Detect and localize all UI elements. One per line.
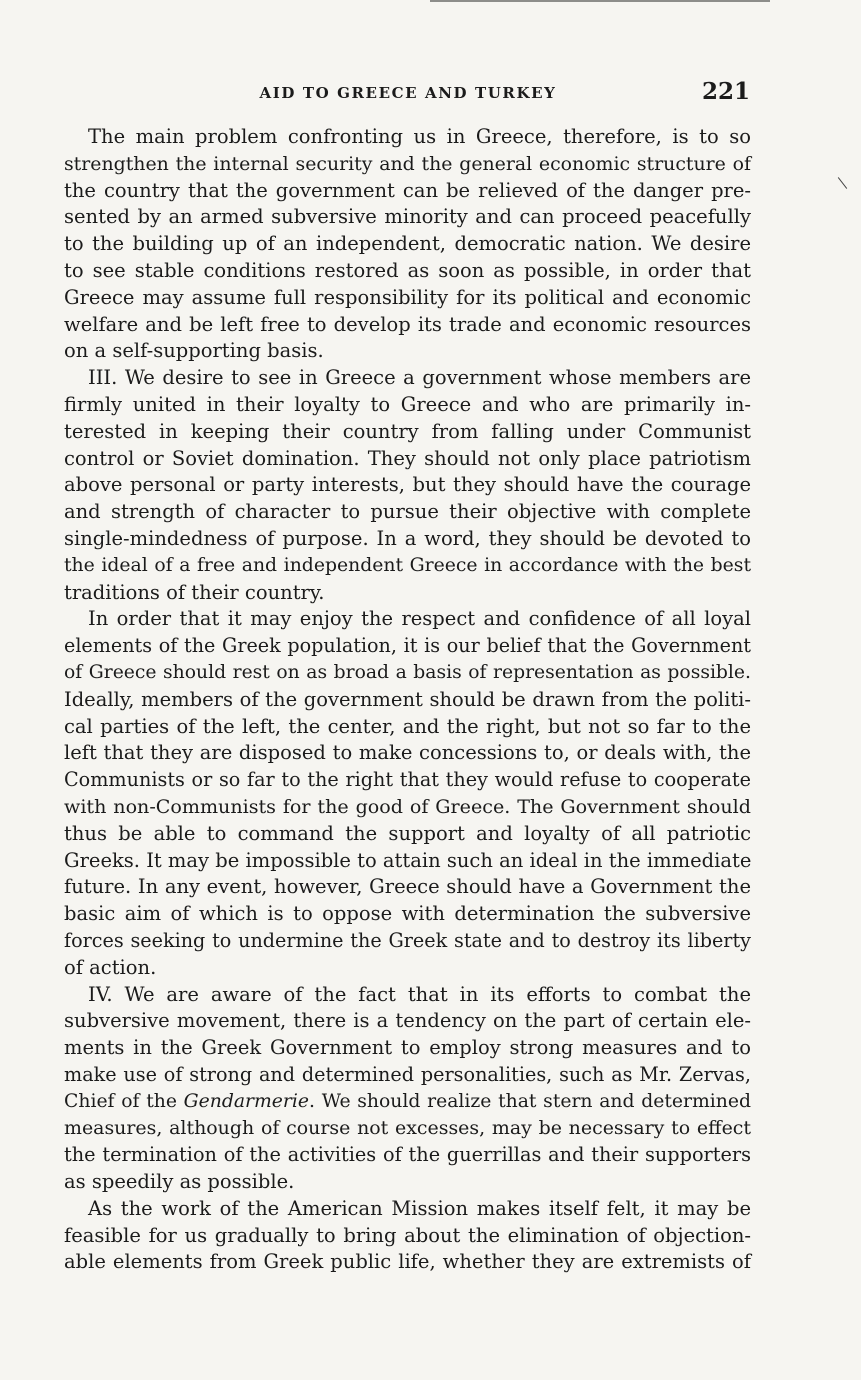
body-text: [64, 124, 751, 1276]
text-line: thus be able to command the support and loyalty of all patriotic: [64, 821, 751, 845]
text-line: cal parties of the left, the center, and the right, but not so far to the: [64, 714, 751, 738]
top-edge-rule: [430, 0, 770, 2]
text-line: firmly united in their loyalty to Greece and who are primarily in-: [64, 392, 751, 416]
text-line: measures, although of course not excesses, may be necessary to effect: [64, 1117, 751, 1140]
text-line: the termination of the activities of the guerrillas and their supporters: [64, 1143, 751, 1167]
text-line: on a self-supporting basis.: [64, 339, 324, 363]
text-line: above personal or party interests, but they should have the courage: [64, 473, 751, 497]
text-line: the ideal of a free and independent Greece in accordance with the best: [64, 554, 751, 576]
text-line: with non-Communists for the good of Greece. The Government should: [64, 795, 751, 818]
text-line: In order that it may enjoy the respect and confidence of all loyal: [88, 607, 751, 631]
text-line: IV. We are aware of the fact that in its efforts to combat the: [88, 982, 751, 1006]
text-line: and strength of character to pursue their objective with complete: [64, 500, 751, 524]
text-line: Greeks. It may be impossible to attain such an ideal in the immediate: [64, 848, 752, 872]
text-line: As the work of the American Mission makes itself felt, it may be: [88, 1196, 751, 1220]
text-line: subversive movement, there is a tendency on the part of certain ele-: [64, 1009, 751, 1033]
text-line: welfare and be left free to develop its trade and economic resources: [64, 312, 751, 336]
text-line: make use of strong and determined personalities, such as Mr. Zervas,: [64, 1062, 751, 1086]
text-line: strengthen the internal security and the general economic structure of: [64, 152, 751, 175]
text-line: of Greece should rest on as broad a basis of representation as possible.: [64, 661, 751, 683]
text-line: able elements from Greek public life, whether they are extremists of: [64, 1250, 751, 1274]
text-line: to the building up of an independent, democratic nation. We desire: [64, 232, 751, 256]
text-line: forces seeking to undermine the Greek state and to destroy its liberty: [64, 928, 751, 952]
text-line: terested in keeping their country from falling under Communist: [64, 419, 751, 443]
text-line: elements of the Greek population, it is our belief that the Government: [64, 634, 751, 658]
page-header: [64, 78, 752, 112]
text-line: feasible for us gradually to bring about the elimination of objection-: [64, 1223, 751, 1247]
text-line: future. In any event, however, Greece should have a Government the: [64, 875, 751, 899]
page-number: 221: [701, 78, 750, 105]
italic-term: Gendarmerie: [183, 1090, 309, 1112]
text-fragment: Chief of the: [64, 1090, 184, 1112]
text-line: single-mindedness of purpose. In a word, they should be devoted to: [64, 526, 751, 550]
text-line: The main problem confronting us in Greece, therefore, is to so: [88, 125, 751, 148]
running-head: AID TO GREECE AND TURKEY: [259, 84, 557, 102]
text-line: basic aim of which is to oppose with determination the subversive: [64, 902, 751, 926]
text-line: as speedily as possible.: [64, 1170, 295, 1194]
text-line: of action.: [64, 955, 157, 979]
text-line-with-italic: [64, 1089, 751, 1116]
text-line: the country that the government can be relieved of the danger pre-: [64, 178, 751, 202]
text-line: ments in the Greek Government to employ strong measures and to: [64, 1036, 751, 1060]
stray-pen-mark: [838, 177, 847, 189]
text-line: control or Soviet domination. They should not only place patriotism: [64, 446, 751, 470]
text-line: to see stable conditions restored as soon as possible, in order that: [64, 258, 751, 282]
text-line: III. We desire to see in Greece a government whose members are: [88, 366, 751, 390]
text-line: Communists or so far to the right that they would refuse to cooperate: [64, 768, 751, 792]
text-line: Ideally, members of the government should be drawn from the politi-: [64, 687, 751, 711]
text-line: Greece may assume full responsibility for its political and economic: [64, 285, 751, 309]
text-line: sented by an armed subversive minority and can proceed peacefully: [64, 205, 751, 229]
text-line: left that they are disposed to make concessions to, or deals with, the: [64, 741, 751, 765]
text-line: traditions of their country.: [64, 580, 325, 604]
text-fragment: . We should realize that stern and determined: [309, 1090, 751, 1112]
